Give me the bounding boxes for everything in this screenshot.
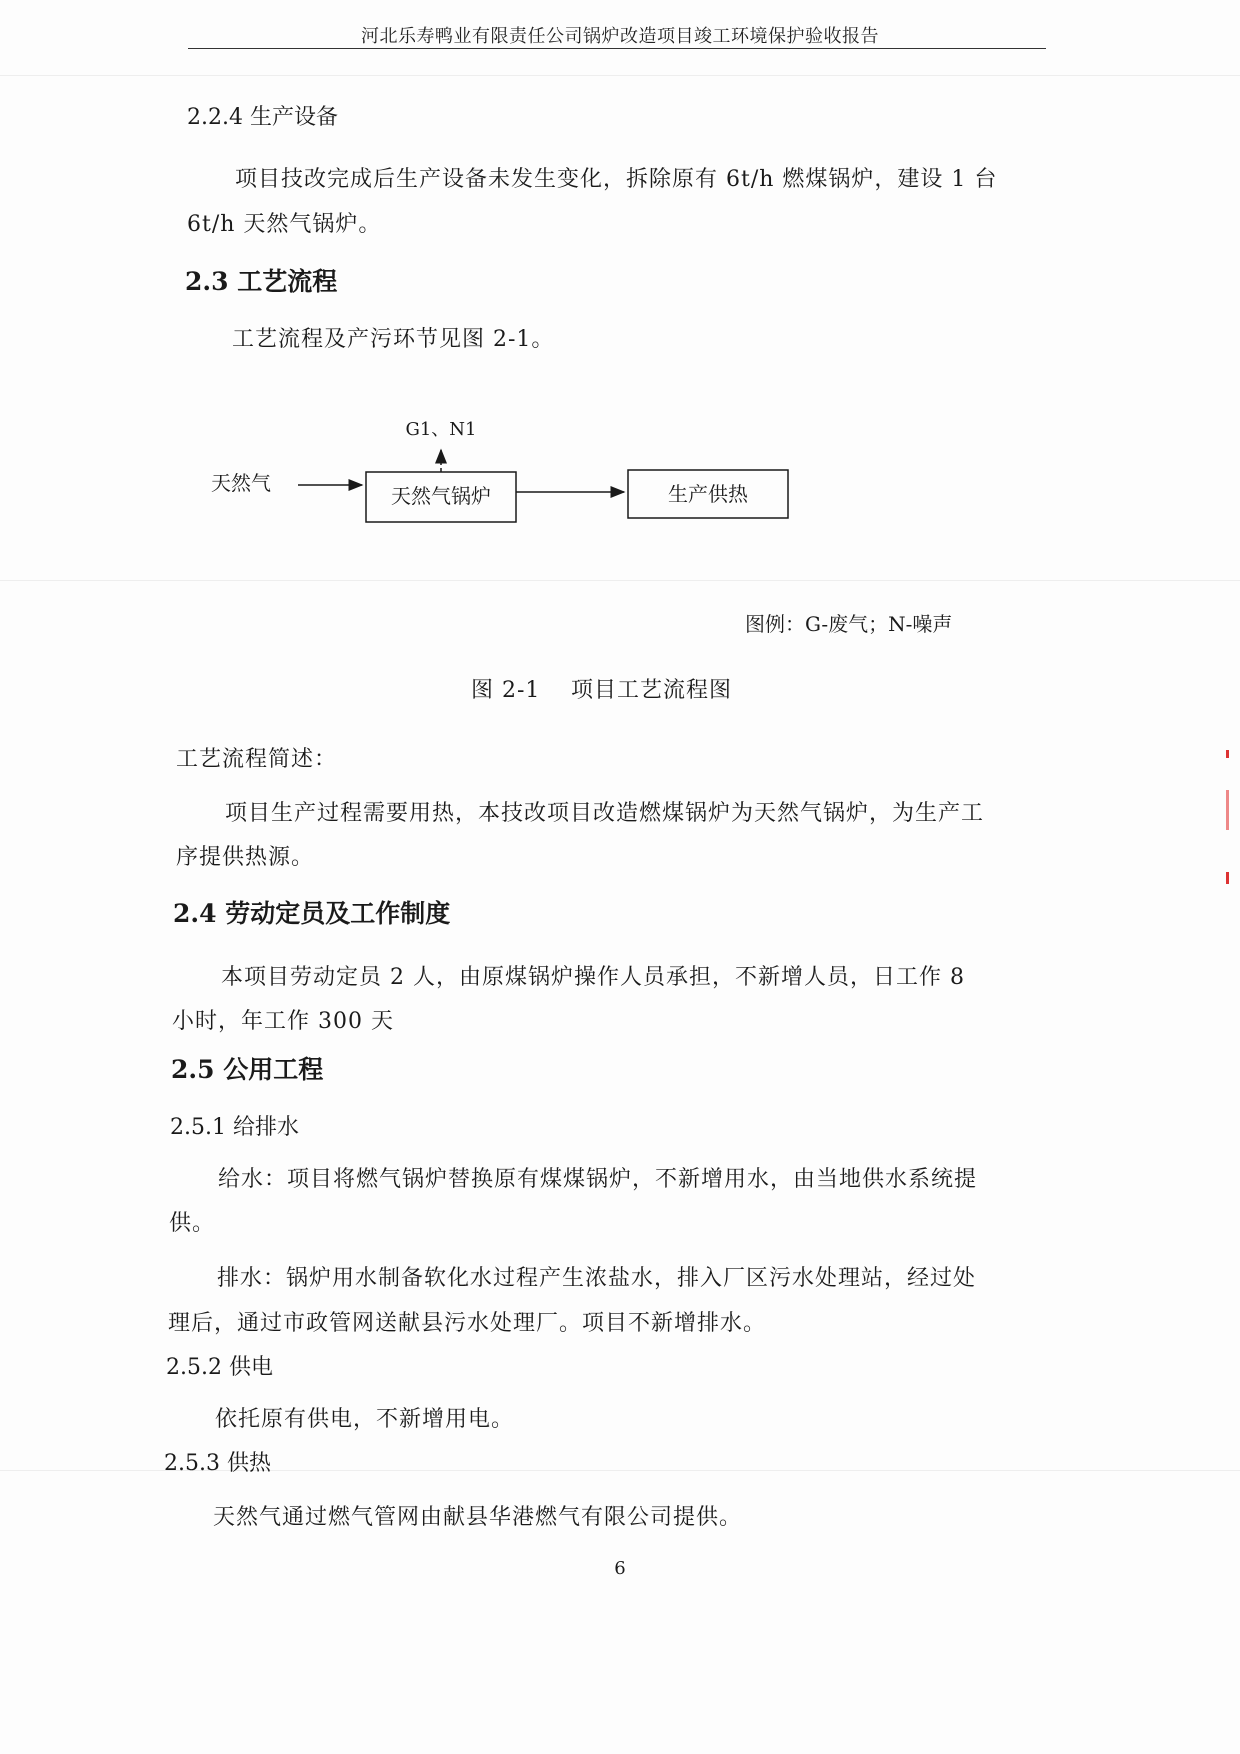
paragraph-line: 6t/h 天然气锅炉。	[187, 212, 382, 237]
emission-label: G1、N1	[405, 419, 477, 440]
document-header-title: 河北乐寿鸭业有限责任公司锅炉改造项目竣工环境保护验收报告	[361, 26, 879, 47]
paragraph-line: 序提供热源。	[176, 845, 315, 870]
scan-line	[0, 75, 1240, 76]
section-heading-2-5-2: 2.5.2 供电	[166, 1355, 273, 1380]
scan-mark	[1226, 872, 1229, 884]
page-number: 6	[614, 1558, 626, 1579]
paragraph-line: 给水：项目将燃气锅炉替换原有煤煤锅炉，不新增用水，由当地供水系统提	[218, 1167, 978, 1192]
paragraph-line: 工艺流程及产污环节见图 2-1。	[232, 327, 555, 352]
section-heading-2-3: 2.3 工艺流程	[185, 267, 338, 296]
paragraph-line: 排水：锅炉用水制备软化水过程产生浓盐水，排入厂区污水处理站，经过处	[217, 1266, 977, 1291]
figure-legend: 图例：G-废气；N-噪声	[745, 612, 953, 636]
scan-mark	[1226, 750, 1229, 758]
output-box-label: 生产供热	[668, 482, 748, 506]
section-heading-2-2-4: 2.2.4 生产设备	[187, 105, 338, 130]
scan-line	[0, 580, 1240, 581]
process-summary-heading: 工艺流程简述：	[176, 747, 338, 772]
paragraph-line: 项目生产过程需要用热，本技改项目改造燃煤锅炉为天然气锅炉，为生产工	[225, 801, 985, 826]
paragraph-line: 理后，通过市政管网送献县污水处理厂。项目不新增排水。	[168, 1311, 767, 1336]
scan-mark	[1226, 790, 1229, 830]
figure-caption-number: 图 2-1	[471, 678, 541, 703]
boiler-box-label: 天然气锅炉	[391, 484, 491, 508]
paragraph-line: 小时，年工作 300 天	[172, 1009, 394, 1034]
paragraph-line: 本项目劳动定员 2 人，由原煤锅炉操作人员承担，不新增人员，日工作 8	[221, 965, 965, 990]
paragraph-line: 项目技改完成后生产设备未发生变化，拆除原有 6t/h 燃煤锅炉，建设 1 台	[235, 167, 998, 192]
flow-input-label: 天然气	[211, 471, 271, 495]
process-flow-diagram	[0, 400, 1240, 540]
section-heading-2-5-3: 2.5.3 供热	[164, 1451, 271, 1476]
section-heading-2-5-1: 2.5.1 给排水	[170, 1115, 299, 1140]
figure-caption-title: 项目工艺流程图	[571, 678, 733, 703]
header-divider	[188, 48, 1046, 49]
paragraph-line: 天然气通过燃气管网由献县华港燃气有限公司提供。	[213, 1505, 743, 1530]
paragraph-line: 供。	[169, 1211, 216, 1236]
section-heading-2-5: 2.5 公用工程	[171, 1055, 324, 1084]
section-heading-2-4: 2.4 劳动定员及工作制度	[173, 899, 451, 928]
paragraph-line: 依托原有供电，不新增用电。	[215, 1407, 515, 1432]
